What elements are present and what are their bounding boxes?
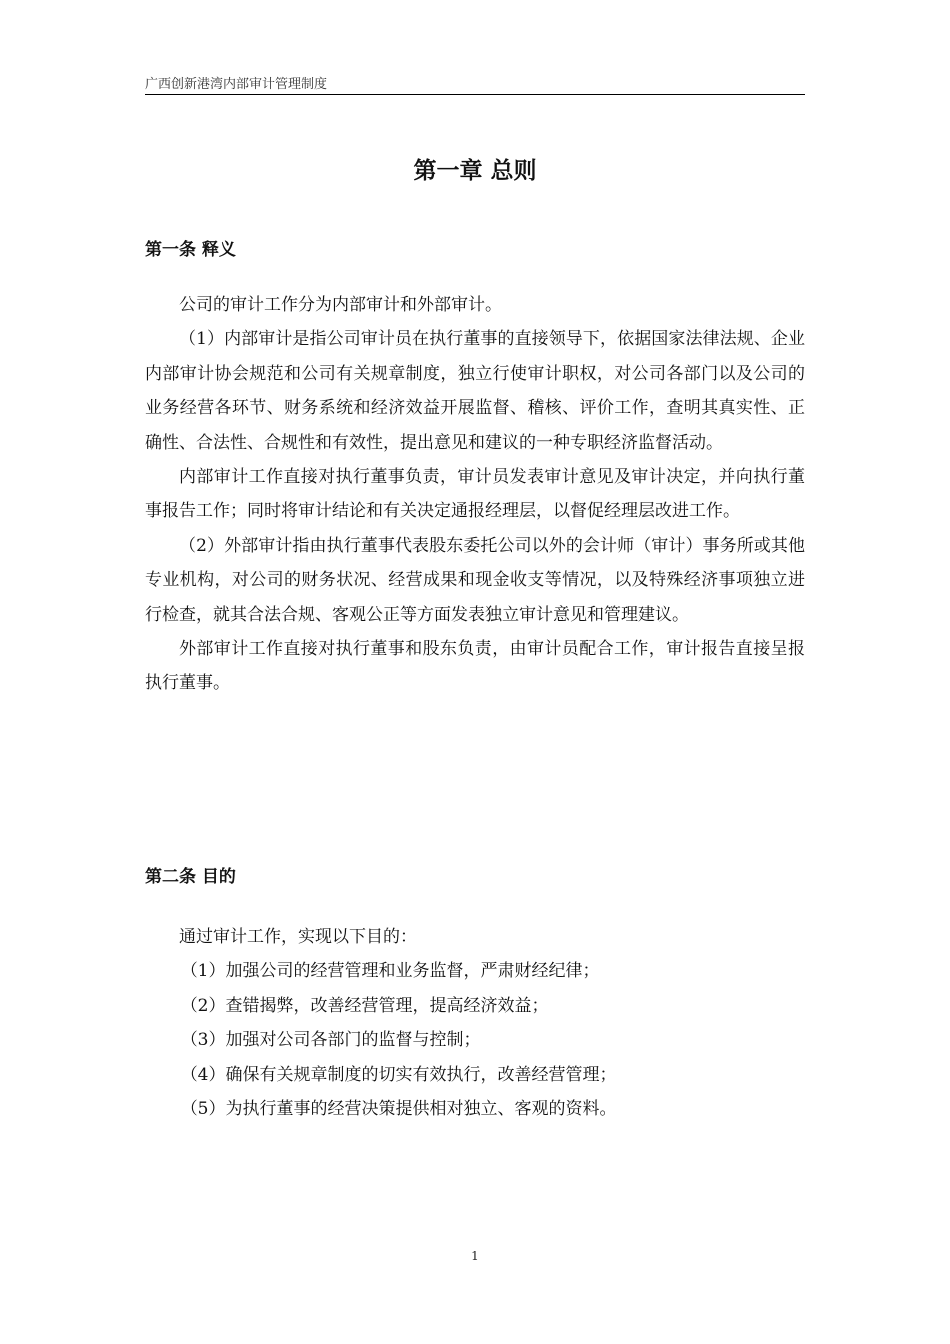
article-2-heading: 第二条 目的 xyxy=(145,867,236,887)
article-2-intro: 通过审计工作，实现以下目的： xyxy=(179,927,417,947)
list-item: （1）加强公司的经营管理和业务监督，严肃财经纪律； xyxy=(180,961,600,982)
article-1-heading: 第一条 释义 xyxy=(145,240,236,260)
article-2-body xyxy=(145,920,805,1126)
article-1-paragraph: （1）内部审计是指公司审计员在执行董事的直接领导下，依据国家法律法规、企业内部审计协会规范和公司有关规章制度，独立行使审计职权，对公司各部门以及公司的业务经营各环节、财务系统和经济效益开展监督、稽核、评价工作，查明其真实性、正确性、合法性、合规性和有效性，提出意见和建议的一种专职经济监督活动。 xyxy=(145,329,805,453)
chapter-title: 第一章 总则 xyxy=(413,158,537,184)
list-item: （3）加强对公司各部门的监督与控制； xyxy=(180,1030,481,1051)
running-header: 广西创新港湾内部审计管理制度 xyxy=(145,77,805,95)
article-1-paragraph: 内部审计工作直接对执行董事负责，审计员发表审计意见及审计决定，并向执行董事报告工作；同时将审计结论和有关决定通报经理层，以督促经理层改进工作。 xyxy=(145,467,805,522)
list-item: （4）确保有关规章制度的切实有效执行，改善经营管理； xyxy=(180,1064,617,1085)
list-item: （2）查错揭弊，改善经营管理，提高经济效益； xyxy=(180,995,549,1016)
article-1-paragraph: （2）外部审计指由执行董事代表股东委托公司以外的会计师（审计）事务所或其他专业机构，对公司的财务状况、经营成果和现金收支等情况，以及特殊经济事项独立进行检查，就其合法合规、客观公正等方面发表独立审计意见和管理建议。 xyxy=(145,535,805,625)
page-number: 1 xyxy=(471,1249,479,1263)
article-1-body xyxy=(145,288,805,701)
list-item: （5）为执行董事的经营决策提供相对独立、客观的资料。 xyxy=(180,1099,617,1120)
article-1-paragraph: 外部审计工作直接对执行董事和股东负责，由审计员配合工作，审计报告直接呈报执行董事。 xyxy=(145,639,805,694)
article-1-paragraph: 公司的审计工作分为内部审计和外部审计。 xyxy=(179,295,502,315)
